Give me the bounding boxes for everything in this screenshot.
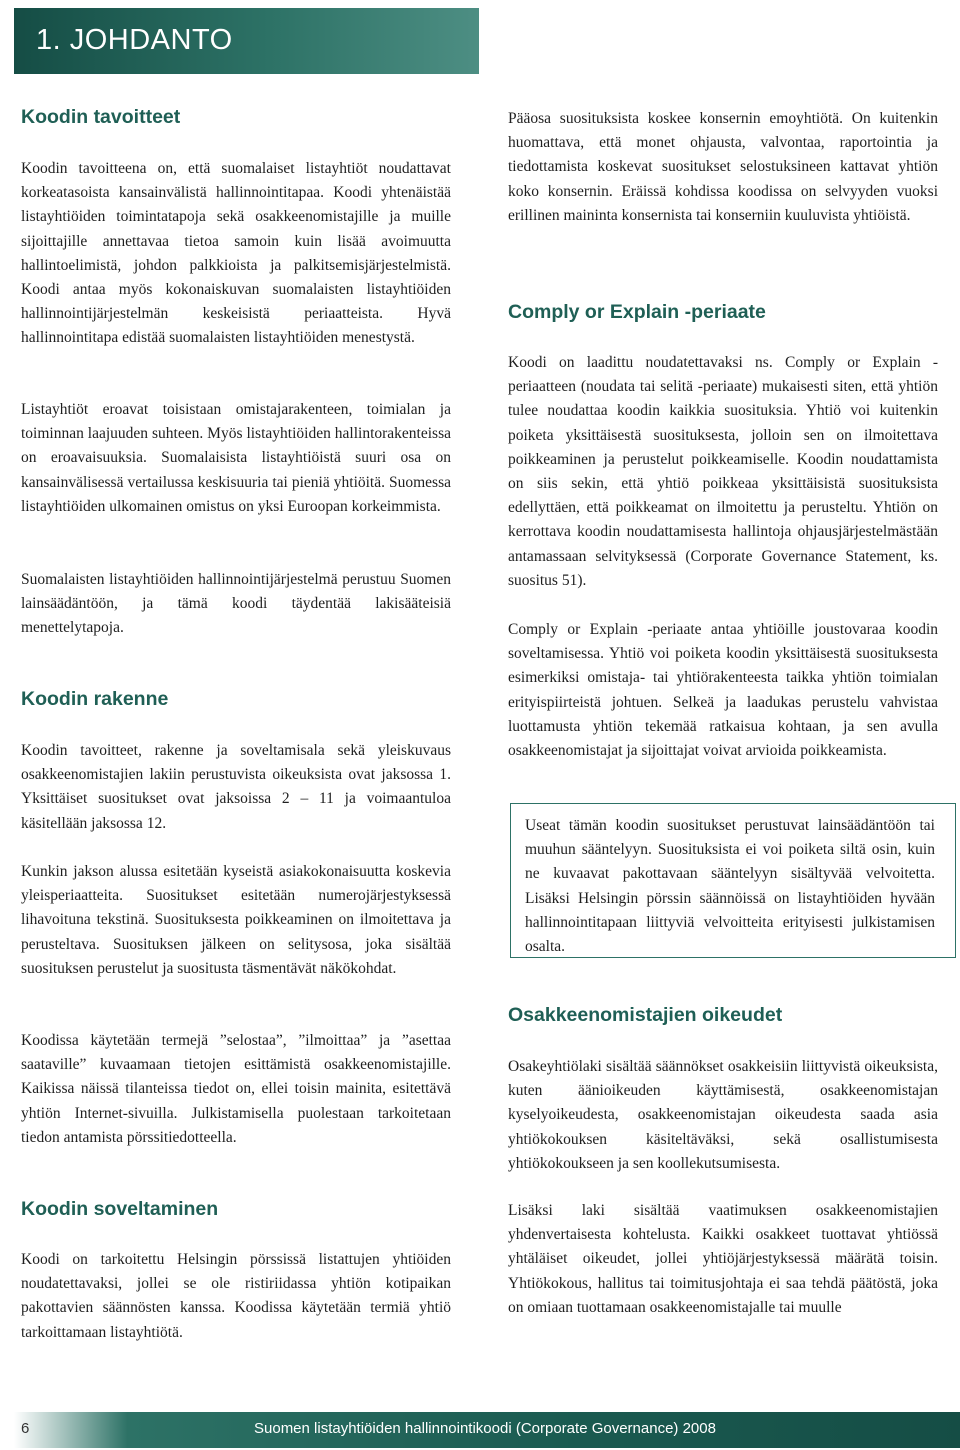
page-footer: [14, 1412, 960, 1448]
paragraph: Suomalaisten listayhtiöiden hallinnointijärjestelmä perustuu Suomen lainsäädäntöön, ja tämä koodi täydentää lakisääteisiä menettelytapoja.: [21, 571, 451, 637]
section-heading-comply-or-explain: Comply or Explain -periaate: [508, 301, 766, 323]
paragraph: Osakeyhtiölaki sisältää säännökset osakkeisiin liittyvistä oikeuksista, kuten äänioikeuden käyttämisestä, osakkeenomistajan kyselyoikeudesta, osakkeenomistajan oikeudesta saada asia yhtiökokouksen käsiteltäväksi, sekä osallistumisesta yhtiökokoukseen ja sen koollekutsumisesta.: [508, 1058, 938, 1172]
paragraph: Koodin tavoitteena on, että suomalaiset listayhtiöt noudattavat korkeatasoista kansainvälistä hallinnointitapaa. Koodi yhtenäistää listayhtiöiden toimintatapoja sekä osakkeenomistajille ja muille sijoittajille annettavaa tietoa samoin kuin lisää avoimuutta hallintoelimistä, johdon palkkioista ja palkitsemisjärjestelmistä. Koodi antaa myös kokonaiskuvan suomalaisten listayhtiöiden hallinnointijärjestelmän keskeisistä periaatteista. Hyvä hallinnointitapa edistää suomalaisten listayhtiöiden menestystä.: [21, 160, 451, 347]
paragraph: Kunkin jakson alussa esitetään kyseistä asiakokonaisuutta koskevia yleisperiaatteita. Suositukset esitetään numerojärjestyksessä lihavoituna tekstinä. Suosituksesta poikkeaminen on ilmoitettava ja perusteltava. Suosituksen jälkeen on selitysosa, joka sisältää suosituksen perustelut ja suositusta täsmentävät näkökohdat.: [21, 863, 451, 977]
paragraph: Pääosa suosituksista koskee konsernin emoyhtiötä. On kuitenkin huomattava, että monet ohjausta, valvontaa, raportointia ja tiedottamista koskevat suositukset selostuksineen kattavat yhtiön koko konsernin. Eräissä kohdissa koodissa on selvyyden vuoksi erillinen maininta konsernista tai konserniin kuuluvista yhtiöistä.: [508, 110, 938, 224]
section-heading-soveltaminen: Koodin soveltaminen: [21, 1198, 219, 1220]
paragraph: Lisäksi laki sisältää vaatimuksen osakkeenomistajien yhdenvertaisesta kohtelusta. Kaikki osakkeet tuottavat yhtiössä yhtäläiset oikeudet, jollei yhtiöjärjestyksessä määrätä toisin. Yhtiökokous, hallitus tai toimitusjohtaja ei saa tehdä päätöstä, joka on omiaan tuottamaan osakkeenomistajalle tai muulle: [508, 1202, 938, 1316]
chapter-banner: [14, 8, 479, 74]
paragraph: Koodi on tarkoitettu Helsingin pörssissä listattujen yhtiöiden noudatettavaksi, jollei se ole ristiriidassa yhtiön kotipaikan pakottavien säännösten kanssa. Koodissa käytetään termiä yhtiö tarkoittamaan listayhtiötä.: [21, 1251, 451, 1341]
footer-title: Suomen listayhtiöiden hallinnointikoodi (Corporate Governance) 2008: [254, 1420, 716, 1437]
page-number: 6: [21, 1420, 30, 1437]
paragraph: Koodin tavoitteet, rakenne ja soveltamisala sekä yleiskuvaus osakkeenomistajien lakiin perustuvista oikeuksista ovat jaksossa 1. Yksittäiset suositukset ovat jaksoissa 2 – 11 ja voimaantuloa käsitellään jaksossa 12.: [21, 742, 451, 832]
paragraph: Listayhtiöt eroavat toisistaan omistajarakenteen, toimialan ja toiminnan laajuuden suhteen. Myös listayhtiöiden hallintorakenteissa on eroavaisuuksia. Suomalaisista listayhtiöistä suuri osa on kansainvälisessä vertailussa keskisuuria tai pieniä yhtiöitä. Suomessa listayhtiöiden ulkomainen omistus on yksi Euroopan korkeimmista.: [21, 401, 451, 515]
paragraph: Koodissa käytetään termejä ”selostaa”, ”ilmoittaa” ja ”asettaa saataville” kuvaamaan tietojen esittämistä osakkeenomistajille. Kaikissa näissä tilanteissa tiedot on, ellei toisin mainita, esitettävä yhtiön Internet-sivuilla. Julkistamisella puolestaan tarkoitetaan tiedon antamista pörssitiedotteella.: [21, 1032, 451, 1146]
section-heading-osakkeenomistajien-oikeudet: Osakkeenomistajien oikeudet: [508, 1004, 783, 1026]
note-box: [510, 803, 956, 958]
section-heading-tavoitteet: Koodin tavoitteet: [21, 106, 181, 128]
section-heading-rakenne: Koodin rakenne: [21, 688, 169, 710]
note-text: Useat tämän koodin suositukset perustuvat lainsäädäntöön tai muuhun sääntelyyn. Suosituksista ei voi poiketa siltä osin, kuin ne kuvaavat pakottavaan sääntelyyn sisältyvää velvoitetta. Lisäksi Helsingin pörssin säännöissä on listayhtiöiden hyvään hallinnointitapaan liittyviä velvoitteita erityisesti julkistamisen osalta.: [525, 817, 935, 956]
paragraph: Koodi on laadittu noudatettavaksi ns. Comply or Explain -periaatteen (noudata tai selitä -periaate) mukaisesti siten, että yhtiön tulee noudattaa koodin kaikkia suosituksia. Yhtiö voi kuitenkin poiketa yksittäisestä suosituksesta, jolloin sen on ilmoitettava poikkeaminen ja perustelut poikkeamiselle. Koodin noudattamista on siis sekin, että yhtiö poikkeaa yksittäisistä suosituksista edellyttäen, että poikkeamat on ilmoitettu ja perusteltu. Yhtiön on kerrottava koodin noudattamisesta hallintoja ohjausjärjestelmästään antamassaan selvityksessä (Corporate Governance Statement, ks. suositus 51).: [508, 354, 938, 589]
chapter-title: 1. JOHDANTO: [36, 24, 233, 56]
paragraph: Comply or Explain -periaate antaa yhtiöille joustovaraa koodin soveltamisessa. Yhtiö voi poiketa koodin yksittäisestä suosituksesta esimerkiksi omistaja- tai yhtiörakenteesta taikka yhtiön toimialan erityispiirteistä johtuen. Selkeä ja laadukas perustelu vahvistaa luottamusta yhtiön tekemää ratkaisua kohtaan, ja sen avulla osakkeenomistajat ja sijoittajat voivat arvioida poikkeamista.: [508, 621, 938, 760]
